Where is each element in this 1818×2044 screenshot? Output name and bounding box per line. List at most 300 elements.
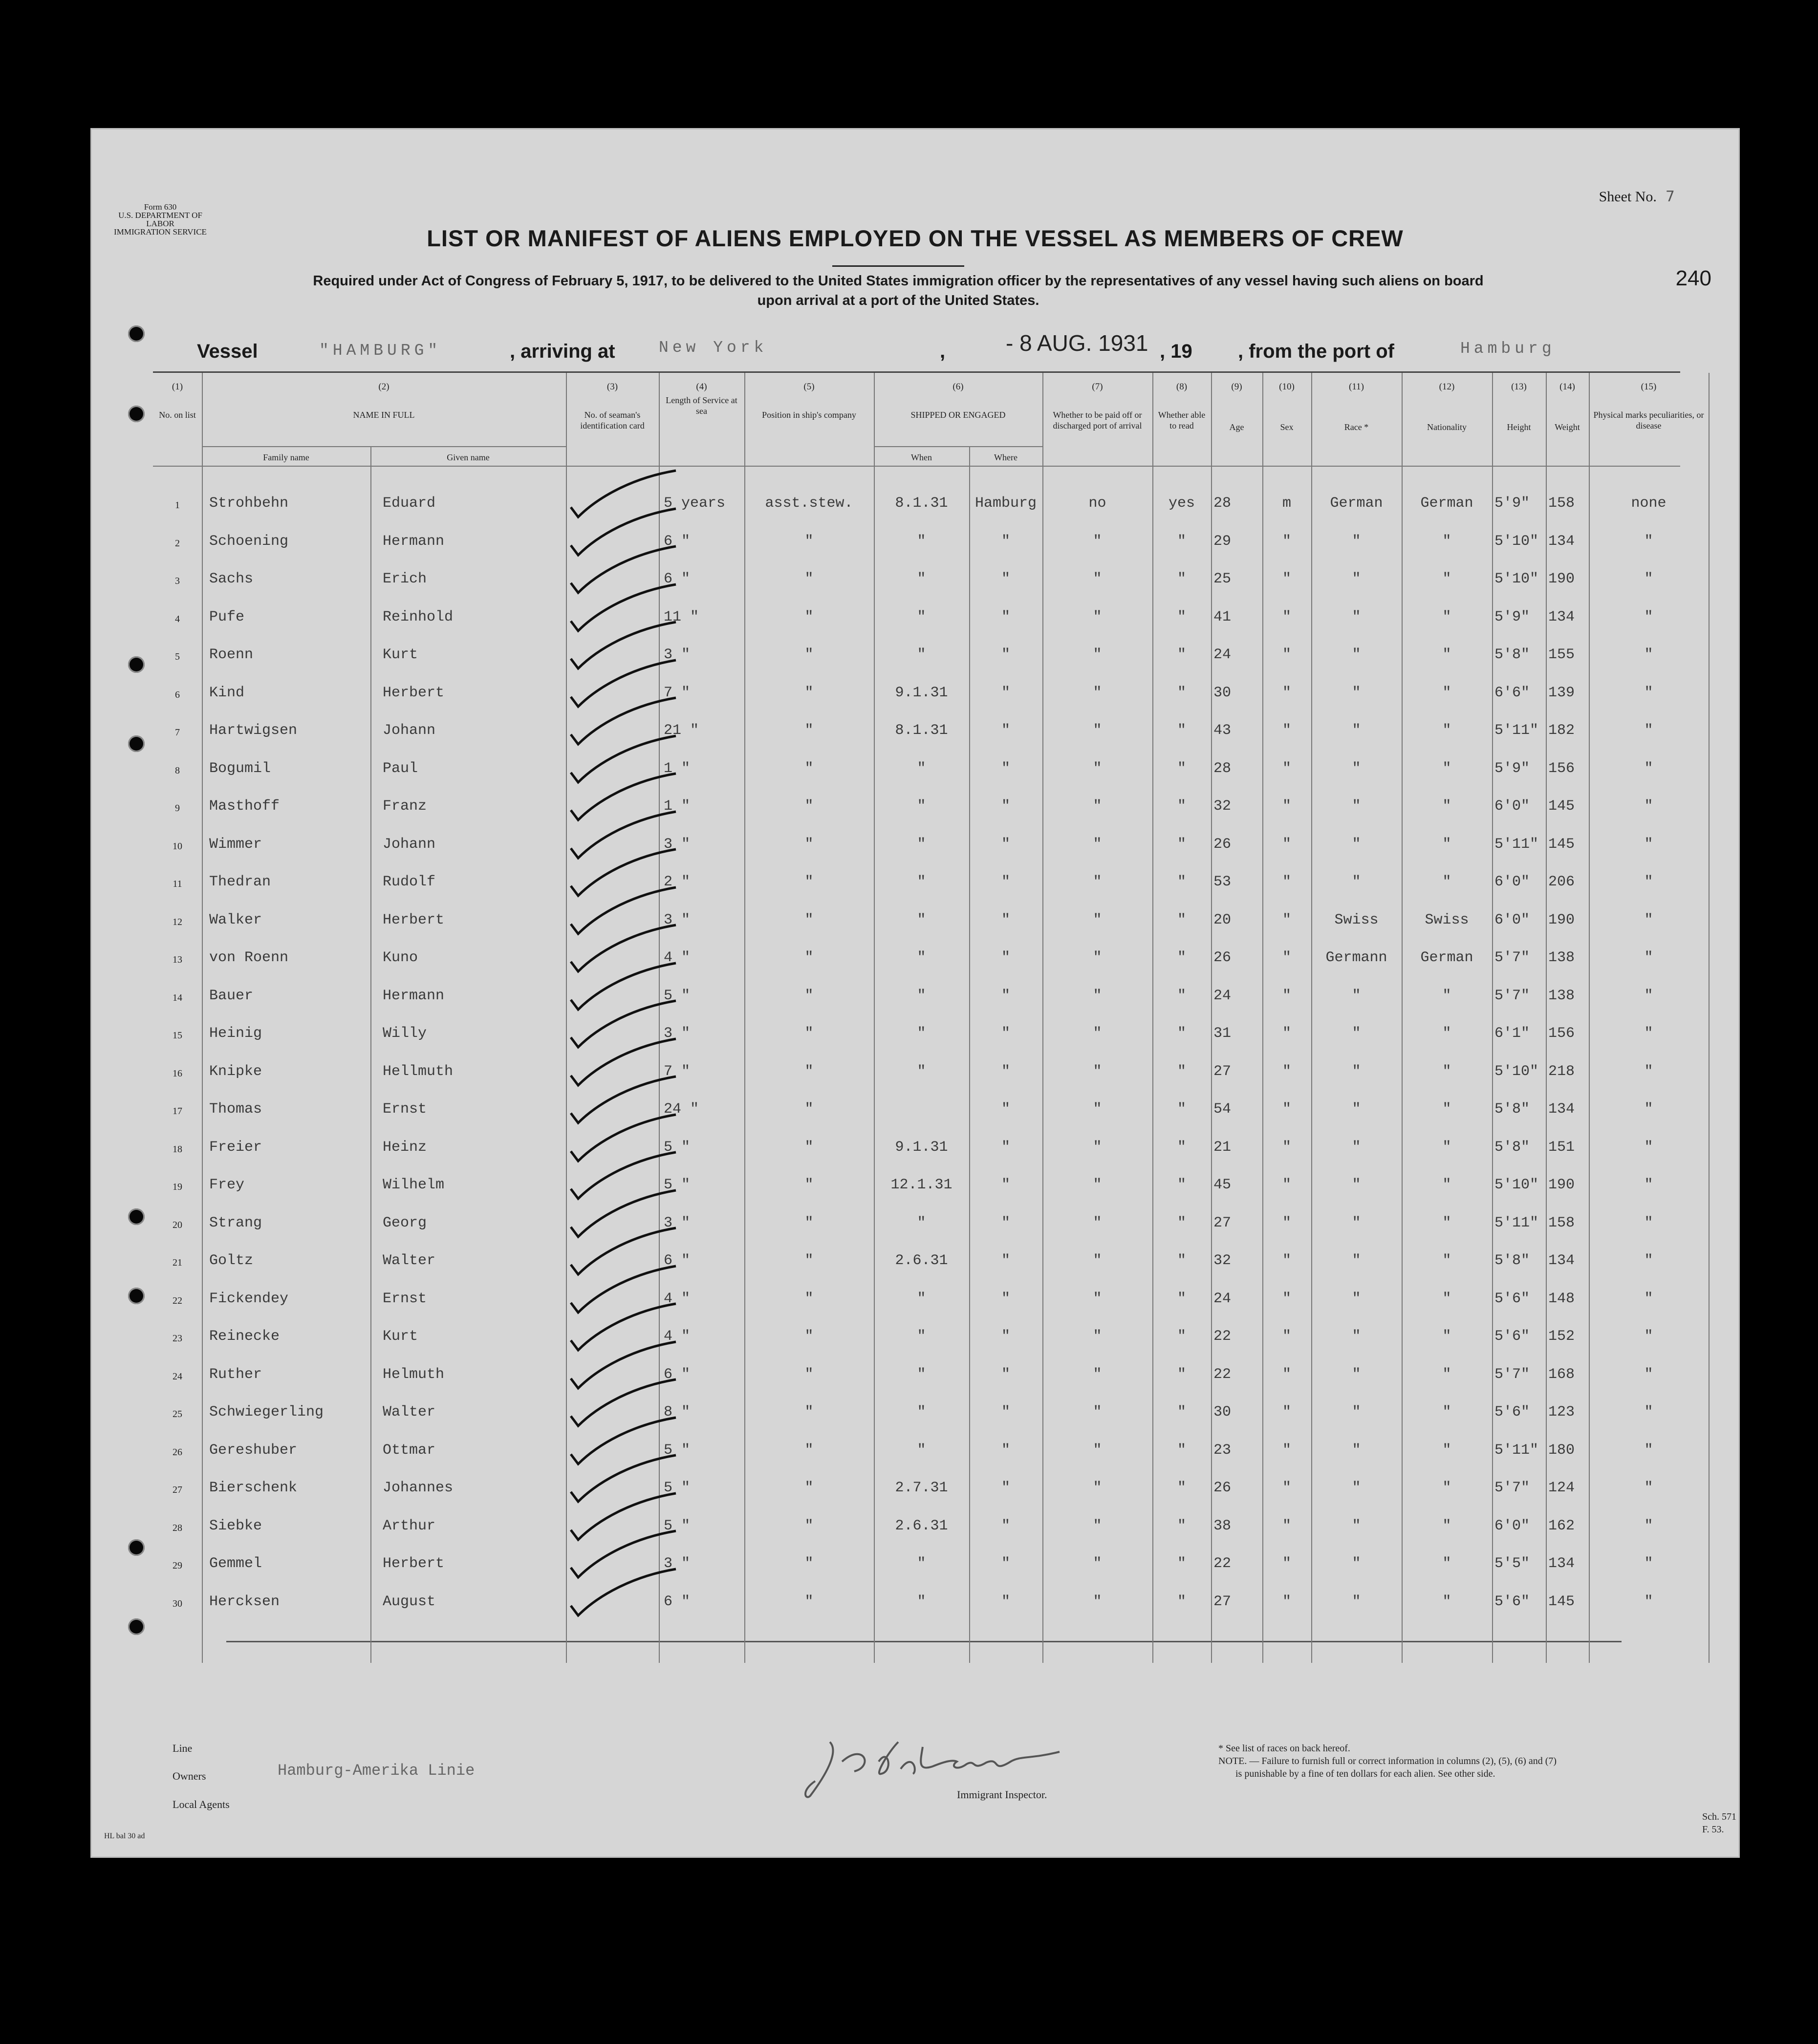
cell-weight: 134 [1548, 1555, 1575, 1572]
row-number: 17 [173, 1106, 182, 1117]
cell-family: Knipke [209, 1063, 262, 1080]
cell-service: 5 " [664, 1442, 691, 1459]
cell-where: " [1001, 1517, 1010, 1534]
cell-family: Pufe [209, 608, 245, 625]
cell-race: " [1352, 1404, 1361, 1420]
cell-family: Walker [209, 911, 262, 928]
cell-height: 6'0" [1494, 798, 1530, 815]
cell-position: " [804, 874, 814, 890]
owners-label: Owners [173, 1770, 206, 1782]
binder-hole [128, 656, 145, 673]
cell-family: Thedran [209, 874, 271, 890]
cell-marks: " [1644, 571, 1653, 587]
cell-height: 5'6" [1494, 1404, 1530, 1420]
cell-weight: 156 [1548, 760, 1575, 777]
cell-weight: 190 [1548, 1177, 1575, 1193]
column-number-col9: (9) [1231, 382, 1242, 392]
cell-sex: " [1282, 1442, 1291, 1459]
cell-marks: " [1644, 1252, 1653, 1269]
cell-when: " [917, 1366, 926, 1383]
cell-where: " [1001, 1442, 1010, 1459]
cell-nationality: " [1442, 1101, 1451, 1118]
cell-age: 26 [1213, 949, 1232, 966]
cell-where: " [1001, 874, 1010, 890]
cell-sex: " [1282, 533, 1291, 550]
cell-marks: " [1644, 722, 1653, 739]
cell-sex: " [1282, 1328, 1291, 1345]
cell-weight: 139 [1548, 684, 1575, 701]
sheet-number-value: 7 [1665, 188, 1675, 205]
cell-age: 24 [1213, 1290, 1232, 1307]
cell-when: " [917, 987, 926, 1004]
cell-read: " [1177, 1290, 1186, 1307]
column-number-col3: (3) [606, 382, 618, 392]
cell-service: 7 " [664, 1063, 691, 1080]
cell-where: " [1001, 1177, 1010, 1193]
cell-race: " [1352, 1366, 1361, 1383]
cell-given: Johann [383, 836, 436, 853]
cell-nationality: " [1442, 646, 1451, 663]
cell-weight: 206 [1548, 874, 1575, 890]
cell-when: " [917, 1328, 926, 1345]
cell-age: 45 [1213, 1177, 1232, 1193]
cell-height: 5'10" [1494, 571, 1539, 587]
cell-height: 5'9" [1494, 608, 1530, 625]
row-number: 3 [175, 576, 180, 586]
cell-when: " [917, 1290, 926, 1307]
cell-given: Herbert [383, 911, 445, 928]
binder-hole [128, 1208, 145, 1225]
cell-race: " [1352, 571, 1361, 587]
cell-position: " [804, 1177, 814, 1193]
cell-when: " [917, 874, 926, 890]
cell-family: Masthoff [209, 798, 280, 815]
cell-service: 3 " [664, 911, 691, 928]
row-number: 6 [175, 689, 180, 700]
cell-service: 5 " [664, 1139, 691, 1156]
cell-when: " [917, 646, 926, 663]
row-number: 29 [173, 1560, 182, 1571]
cell-paid: " [1093, 608, 1102, 625]
cell-race: " [1352, 798, 1361, 815]
cell-nationality: " [1442, 1517, 1451, 1534]
cell-paid: " [1093, 1480, 1102, 1496]
cell-when: " [917, 1404, 926, 1420]
cell-given: Herbert [383, 684, 445, 701]
cell-family: Ruther [209, 1366, 262, 1383]
cell-marks: " [1644, 1442, 1653, 1459]
cell-where: " [1001, 1025, 1010, 1042]
cell-when: " [917, 571, 926, 587]
cell-given: Johannes [383, 1480, 454, 1496]
row-number: 23 [173, 1333, 182, 1344]
cell-weight: 145 [1548, 798, 1575, 815]
cell-service: 2 " [664, 874, 691, 890]
cell-height: 5'9" [1494, 495, 1530, 512]
cell-family: Heinig [209, 1025, 262, 1042]
row-number: 19 [173, 1182, 182, 1192]
cell-race: " [1352, 646, 1361, 663]
cell-height: 5'5" [1494, 1555, 1530, 1572]
row-number: 8 [175, 765, 180, 776]
subheader-family: Family name [263, 452, 309, 462]
cell-given: Franz [383, 798, 427, 815]
cell-position: " [804, 1290, 814, 1307]
cell-family: Sachs [209, 571, 254, 587]
cell-position: " [804, 646, 814, 663]
cell-given: Wilhelm [383, 1177, 445, 1193]
cell-service: 3 " [664, 1555, 691, 1572]
row-number: 30 [173, 1598, 182, 1609]
cell-paid: " [1093, 1139, 1102, 1156]
cell-race: German [1330, 495, 1383, 512]
cell-family: Siebke [209, 1517, 262, 1534]
cell-age: 30 [1213, 1404, 1232, 1420]
cell-weight: 134 [1548, 1101, 1575, 1118]
cell-age: 22 [1213, 1555, 1232, 1572]
cell-family: Frey [209, 1177, 245, 1193]
cell-height: 5'6" [1494, 1290, 1530, 1307]
cell-age: 28 [1213, 760, 1232, 777]
cell-position: " [804, 1366, 814, 1383]
cell-weight: 145 [1548, 1593, 1575, 1610]
cell-given: Hellmuth [383, 1063, 454, 1080]
cell-where: " [1001, 1404, 1010, 1420]
cell-read: " [1177, 722, 1186, 739]
cell-family: Bogumil [209, 760, 271, 777]
cell-service: 24 " [664, 1101, 699, 1118]
cell-position: " [804, 1139, 814, 1156]
cell-service: 21 " [664, 722, 699, 739]
crew-table [153, 371, 1704, 1663]
cell-given: Walter [383, 1404, 436, 1420]
cell-height: 5'9" [1494, 760, 1530, 777]
cell-read: " [1177, 949, 1186, 966]
subheader-given: Given name [447, 452, 490, 462]
cell-race: " [1352, 1101, 1361, 1118]
cell-height: 5'11" [1494, 1214, 1539, 1231]
cell-paid: " [1093, 684, 1102, 701]
cell-position: " [804, 1442, 814, 1459]
cell-when: " [917, 798, 926, 815]
cell-paid: " [1093, 646, 1102, 663]
cell-nationality: German [1420, 949, 1473, 966]
cell-marks: " [1644, 1139, 1653, 1156]
cell-race: " [1352, 533, 1361, 550]
cell-age: 21 [1213, 1139, 1232, 1156]
cell-read: " [1177, 608, 1186, 625]
cell-weight: 182 [1548, 722, 1575, 739]
cell-position: " [804, 1480, 814, 1496]
column-number-col8: (8) [1176, 382, 1188, 392]
cell-given: Eduard [383, 495, 436, 512]
cell-when: 9.1.31 [895, 684, 948, 701]
cell-read: " [1177, 1101, 1186, 1118]
department-name: U.S. DEPARTMENT OF LABOR [118, 211, 202, 228]
cell-position: " [804, 1555, 814, 1572]
cell-weight: 138 [1548, 987, 1575, 1004]
cell-height: 6'0" [1494, 1517, 1530, 1534]
row-number: 14 [173, 992, 182, 1003]
cell-paid: " [1093, 760, 1102, 777]
cell-service: 6 " [664, 1252, 691, 1269]
cell-race: " [1352, 722, 1361, 739]
cell-where: " [1001, 571, 1010, 587]
binder-hole [128, 325, 145, 342]
cell-where: " [1001, 1290, 1010, 1307]
column-number-col7: (7) [1092, 382, 1103, 392]
cell-nationality: " [1442, 722, 1451, 739]
cell-weight: 145 [1548, 836, 1575, 853]
binder-hole [128, 406, 145, 422]
cell-where: " [1001, 1139, 1010, 1156]
cell-age: 26 [1213, 836, 1232, 853]
row-number: 18 [173, 1143, 182, 1155]
cell-race: " [1352, 1593, 1361, 1610]
cell-weight: 168 [1548, 1366, 1575, 1383]
cell-given: Ernst [383, 1290, 427, 1307]
cell-nationality: " [1442, 1404, 1451, 1420]
page-stamp-number: 240 [1675, 266, 1711, 290]
cell-service: 1 " [664, 798, 691, 815]
cell-position: " [804, 722, 814, 739]
cell-given: Ottmar [383, 1442, 436, 1459]
column-header-col2: NAME IN FULL [353, 410, 415, 420]
cell-weight: 123 [1548, 1404, 1575, 1420]
column-number-col6: (6) [952, 382, 964, 392]
cell-read: " [1177, 911, 1186, 928]
cell-read: " [1177, 798, 1186, 815]
column-header-col9: Age [1229, 422, 1244, 432]
cell-where: " [1001, 608, 1010, 625]
cell-height: 5'6" [1494, 1593, 1530, 1610]
cell-family: Gemmel [209, 1555, 262, 1572]
cell-sex: " [1282, 949, 1291, 966]
cell-when: 8.1.31 [895, 495, 948, 512]
cell-sex: " [1282, 1214, 1291, 1231]
cell-height: 6'0" [1494, 911, 1530, 928]
cell-position: " [804, 1328, 814, 1345]
cell-marks: " [1644, 533, 1653, 550]
cell-height: 5'7" [1494, 949, 1530, 966]
cell-given: Kurt [383, 646, 418, 663]
cell-position: " [804, 798, 814, 815]
cell-given: Erich [383, 571, 427, 587]
cell-given: August [383, 1593, 436, 1610]
document-title: LIST OR MANIFEST OF ALIENS EMPLOYED ON THE VESSEL AS MEMBERS OF CREW [427, 225, 1404, 251]
row-number: 15 [173, 1030, 182, 1041]
cell-read: " [1177, 1063, 1186, 1080]
cell-service: 5 " [664, 1480, 691, 1496]
cell-sex: " [1282, 987, 1291, 1004]
cell-sex: " [1282, 571, 1291, 587]
cell-service: 4 " [664, 1290, 691, 1307]
cell-read: " [1177, 836, 1186, 853]
cell-weight: 158 [1548, 1214, 1575, 1231]
line-label: Line [173, 1742, 193, 1754]
cell-marks: " [1644, 1593, 1653, 1610]
cell-position: " [804, 1063, 814, 1080]
cell-height: 5'6" [1494, 1328, 1530, 1345]
column-header-col15: Physical marks peculiarities, or disease [1593, 410, 1704, 430]
cell-position: " [804, 760, 814, 777]
cell-where: " [1001, 1063, 1010, 1080]
column-header-col12: Nationality [1427, 422, 1467, 432]
cell-position: " [804, 1404, 814, 1420]
local-agents-label: Local Agents [173, 1798, 230, 1810]
cell-paid: " [1093, 798, 1102, 815]
cell-race: " [1352, 608, 1361, 625]
cell-marks: " [1644, 1555, 1653, 1572]
cell-when: " [917, 911, 926, 928]
cell-when: " [917, 1063, 926, 1080]
row-number: 5 [175, 651, 180, 662]
cell-family: Kind [209, 684, 245, 701]
vessel-info-row: Vessel "HAMBURG" , arriving at New York , - 8 AUG. 1931 , 19 , from the port of Hamburg [197, 330, 1556, 362]
cell-service: 8 " [664, 1404, 691, 1420]
row-number: 4 [175, 613, 180, 624]
cell-where: " [1001, 1366, 1010, 1383]
cell-age: 25 [1213, 571, 1232, 587]
cell-given: Reinhold [383, 608, 454, 625]
cell-family: Schwiegerling [209, 1404, 324, 1420]
cell-position: " [804, 949, 814, 966]
cell-sex: " [1282, 646, 1291, 663]
binder-hole [128, 1288, 145, 1304]
cell-read: " [1177, 646, 1186, 663]
cell-marks: " [1644, 608, 1653, 625]
cell-nationality: " [1442, 874, 1451, 890]
cell-given: Heinz [383, 1139, 427, 1156]
column-header-col7: Whether to be paid off or discharged port of arrival [1053, 410, 1142, 430]
cell-where: " [1001, 1101, 1010, 1118]
row-number: 25 [173, 1409, 182, 1420]
cell-height: 5'7" [1494, 987, 1530, 1004]
check-mark-icon [568, 1567, 681, 1620]
cell-service: 1 " [664, 760, 691, 777]
cell-position: " [804, 1025, 814, 1042]
subheader-where: Where [994, 452, 1017, 462]
cell-given: Kuno [383, 949, 418, 966]
cell-when: 2.6.31 [895, 1517, 948, 1534]
cell-paid: " [1093, 836, 1102, 853]
cell-weight: 162 [1548, 1517, 1575, 1534]
cell-read: " [1177, 1366, 1186, 1383]
column-number-col13: (13) [1511, 382, 1527, 392]
subtitle-line-1: Required under Act of Congress of February 5, 1917, to be delivered to the United States immigration officer by the representatives of any vessel having such aliens on board [313, 273, 1484, 289]
cell-family: Goltz [209, 1252, 254, 1269]
race-note: * See list of races on back hereof. [1218, 1743, 1350, 1754]
column-header-col11: Race * [1344, 422, 1369, 432]
cell-height: 6'1" [1494, 1025, 1530, 1042]
cell-given: Hermann [383, 987, 445, 1004]
row-number: 9 [175, 803, 180, 814]
cell-nationality: " [1442, 1593, 1451, 1610]
cell-family: Wimmer [209, 836, 262, 853]
cell-paid: " [1093, 1214, 1102, 1231]
cell-given: Kurt [383, 1328, 418, 1345]
cell-given: Arthur [383, 1517, 436, 1534]
cell-given: Willy [383, 1025, 427, 1042]
cell-position: " [804, 836, 814, 853]
column-header-col13: Height [1507, 422, 1531, 432]
cell-race: " [1352, 684, 1361, 701]
cell-sex: " [1282, 1555, 1291, 1572]
cell-when: 2.6.31 [895, 1252, 948, 1269]
immigrant-inspector-label: Immigrant Inspector. [957, 1788, 1047, 1801]
cell-nationality: " [1442, 1025, 1451, 1042]
cell-read: " [1177, 987, 1186, 1004]
row-number: 16 [173, 1068, 182, 1079]
cell-age: 20 [1213, 911, 1232, 928]
cell-service: 5 " [664, 1517, 691, 1534]
cell-family: Bierschenk [209, 1480, 298, 1496]
cell-sex: " [1282, 1101, 1291, 1118]
cell-position: " [804, 1214, 814, 1231]
cell-read: " [1177, 1480, 1186, 1496]
cell-paid: " [1093, 1025, 1102, 1042]
cell-weight: 218 [1548, 1063, 1575, 1080]
cell-height: 5'7" [1494, 1366, 1530, 1383]
cell-sex: " [1282, 1480, 1291, 1496]
cell-race: " [1352, 1328, 1361, 1345]
cell-paid: " [1093, 722, 1102, 739]
cell-nationality: " [1442, 1214, 1451, 1231]
cell-age: 31 [1213, 1025, 1232, 1042]
cell-age: 54 [1213, 1101, 1232, 1118]
cell-when: " [917, 760, 926, 777]
cell-where: " [1001, 949, 1010, 966]
cell-where: " [1001, 646, 1010, 663]
subtitle-line-2: upon arrival at a port of the United States. [757, 293, 1039, 308]
column-header-col6: SHIPPED OR ENGAGED [910, 410, 1006, 420]
cell-where: " [1001, 684, 1010, 701]
row-number: 12 [173, 916, 182, 927]
row-number: 20 [173, 1219, 182, 1230]
cell-race: Germann [1325, 949, 1387, 966]
cell-given: Helmuth [383, 1366, 445, 1383]
cell-weight: 190 [1548, 911, 1575, 928]
cell-family: Roenn [209, 646, 254, 663]
form-number: Form 630 [144, 202, 177, 212]
cell-sex: " [1282, 608, 1291, 625]
cell-read: " [1177, 1177, 1186, 1193]
column-number-col1: (1) [172, 382, 183, 392]
form-f-number: F. 53. [1702, 1824, 1724, 1835]
column-header-col4: Length of Service at sea [666, 395, 737, 416]
cell-sex: " [1282, 1139, 1291, 1156]
note-line-1: NOTE. — Failure to furnish full or correct information in columns (2), (5), (6) and (7) [1218, 1756, 1557, 1766]
cell-position: " [804, 1593, 814, 1610]
cell-marks: " [1644, 1214, 1653, 1231]
cell-paid: " [1093, 1177, 1102, 1193]
cell-race: " [1352, 1177, 1361, 1193]
note-line-2: is punishable by a fine of ten dollars for each alien. See other side. [1235, 1768, 1495, 1779]
cell-sex: " [1282, 1517, 1291, 1534]
cell-weight: 152 [1548, 1328, 1575, 1345]
cell-service: 3 " [664, 646, 691, 663]
cell-nationality: " [1442, 608, 1451, 625]
cell-where: " [1001, 1593, 1010, 1610]
cell-race: " [1352, 1517, 1361, 1534]
cell-service: 5 years [664, 495, 726, 512]
cell-marks: " [1644, 949, 1653, 966]
cell-marks: " [1644, 1101, 1653, 1118]
cell-where: " [1001, 1328, 1010, 1345]
cell-paid: " [1093, 571, 1102, 587]
cell-age: 24 [1213, 987, 1232, 1004]
row-number: 28 [173, 1522, 182, 1533]
